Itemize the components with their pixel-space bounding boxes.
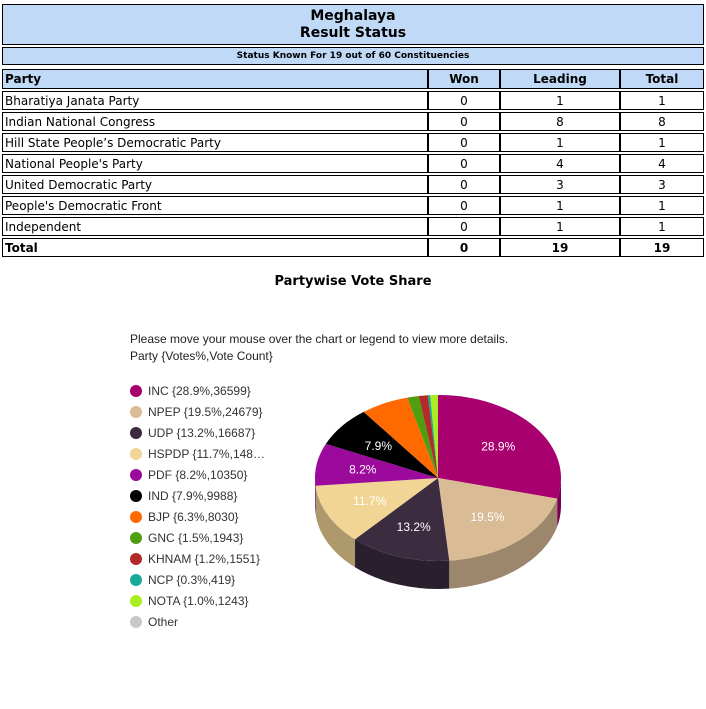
leading-cell: 1 [500,91,620,110]
table-header-row [2,69,704,89]
won-cell: 0 [428,217,500,236]
legend-item-pdf[interactable] [130,464,265,485]
legend-label: BJP {6.3%,8030} [148,509,239,524]
pie-label-ind: 7.9% [364,438,393,453]
party-cell: Hill State People’s Democratic Party [2,133,428,152]
total-leading: 19 [500,238,620,257]
party-cell: Independent [2,217,428,236]
total-cell: 4 [620,154,704,173]
legend-item-other[interactable] [130,611,265,632]
table-row [2,133,704,152]
party-cell: National People's Party [2,154,428,173]
total-cell: 1 [620,133,704,152]
party-cell: Indian National Congress [2,112,428,131]
total-label: Total [2,238,428,257]
legend-item-udp[interactable] [130,422,265,443]
table-row [2,217,704,236]
legend-swatch [130,385,142,397]
total-cell: 3 [620,175,704,194]
result-header [2,4,704,45]
total-won: 0 [428,238,500,257]
total-cell: 1 [620,91,704,110]
party-cell: People's Democratic Front [2,196,428,215]
table-row [2,175,704,194]
col-won: Won [428,69,500,89]
legend-label: GNC {1.5%,1943} [148,530,244,545]
leading-cell: 1 [500,196,620,215]
legend-swatch [130,448,142,460]
party-cell: United Democratic Party [2,175,428,194]
legend-label: NCP {0.3%,419} [148,572,236,587]
pie-label-npep: 19.5% [470,510,505,525]
leading-cell: 1 [500,133,620,152]
leading-cell: 3 [500,175,620,194]
legend-swatch [130,553,142,565]
legend-label: NOTA {1.0%,1243} [148,593,249,608]
won-cell: 0 [428,175,500,194]
legend-item-bjp[interactable] [130,506,265,527]
legend-swatch [130,532,142,544]
legend-swatch [130,427,142,439]
legend-swatch [130,616,142,628]
legend-label: UDP {13.2%,16687} [148,425,256,440]
legend-label: KHNAM {1.2%,1551} [148,551,261,566]
pie-legend [130,380,265,632]
won-cell: 0 [428,154,500,173]
result-status-title: Result Status [299,25,407,41]
table-row [2,91,704,110]
col-leading: Leading [500,69,620,89]
pie-label-inc: 28.9% [481,439,516,454]
vote-share-pie-chart[interactable] [300,380,580,630]
legend-item-gnc[interactable] [130,527,265,548]
legend-swatch [130,574,142,586]
legend-item-ind[interactable] [130,485,265,506]
won-cell: 0 [428,196,500,215]
total-row [2,238,704,257]
vote-share-title: Partywise Vote Share [274,274,432,289]
legend-format-text: Party {Votes%,Vote Count} [130,349,273,363]
legend-label: Other [148,614,179,629]
legend-label: NPEP {19.5%,24679} [148,404,263,419]
total-cell: 1 [620,217,704,236]
legend-item-inc[interactable] [130,380,265,401]
won-cell: 0 [428,112,500,131]
legend-item-hspdp[interactable] [130,443,265,464]
col-total: Total [620,69,704,89]
leading-cell: 1 [500,217,620,236]
total-cell: 1 [620,196,704,215]
results-table [2,67,704,259]
total-cell: 8 [620,112,704,131]
hint-text: Please move your mouse over the chart or legend to view more details. [130,332,509,346]
won-cell: 0 [428,91,500,110]
legend-swatch [130,406,142,418]
col-party: Party [2,69,428,89]
chart-hint [130,331,508,365]
legend-label: IND {7.9%,9988} [148,488,238,503]
legend-swatch [130,511,142,523]
legend-swatch [130,595,142,607]
legend-item-npep[interactable] [130,401,265,422]
table-row [2,154,704,173]
leading-cell: 4 [500,154,620,173]
legend-label: PDF {8.2%,10350} [148,467,248,482]
pie-label-pdf: 8.2% [349,462,377,477]
legend-swatch [130,490,142,502]
legend-item-khnam[interactable] [130,548,265,569]
legend-label: HSPDP {11.7%,148… [148,446,265,461]
pie-label-hspdp: 11.7% [353,493,387,508]
legend-item-ncp[interactable] [130,569,265,590]
table-row [2,196,704,215]
legend-item-nota[interactable] [130,590,265,611]
status-known-bar: Status Known For 19 out of 60 Constituencies [2,47,704,65]
party-cell: Bharatiya Janata Party [2,91,428,110]
state-title: Meghalaya [310,8,396,24]
leading-cell: 8 [500,112,620,131]
won-cell: 0 [428,133,500,152]
pie-label-udp: 13.2% [396,519,431,534]
legend-swatch [130,469,142,481]
legend-label: INC {28.9%,36599} [148,383,251,398]
table-row [2,112,704,131]
total-total: 19 [620,238,704,257]
